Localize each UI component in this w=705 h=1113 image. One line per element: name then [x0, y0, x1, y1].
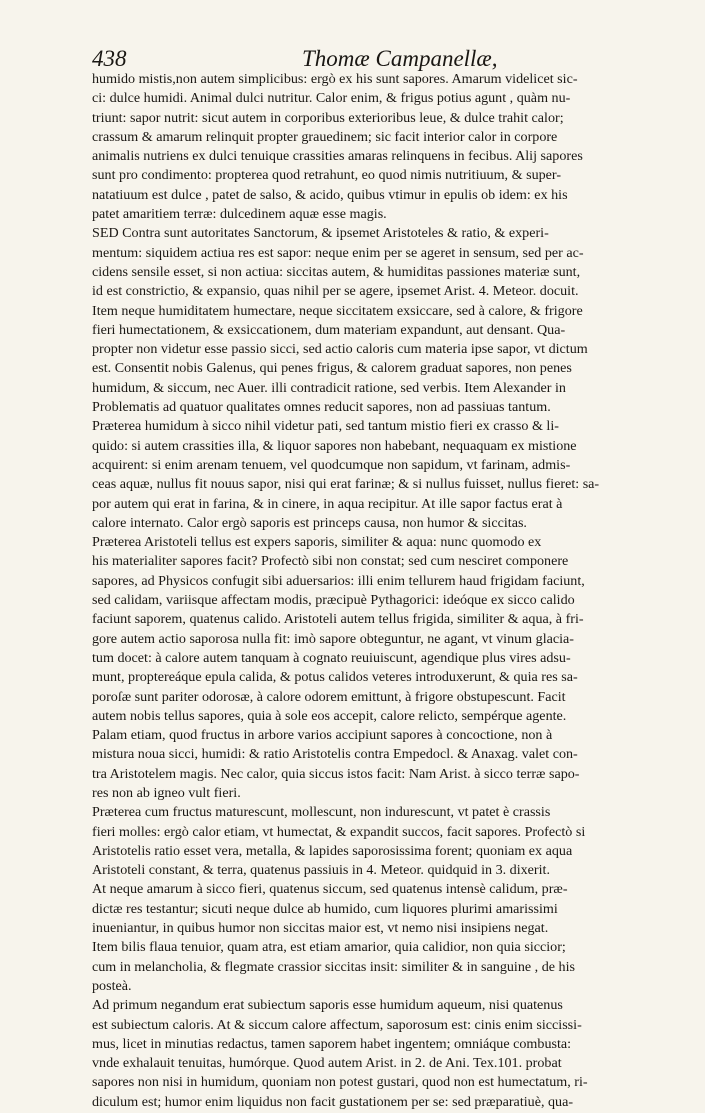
text-line: vnde exhalauit tenuitas, humórque. Quod autem Arist. in 2. de Ani. Tex.101. probat [92, 1055, 562, 1072]
text-line: crassum & amarum relinquit propter grauedinem; sic facit interior calor in corpore [92, 128, 558, 145]
text-line: autem nobis tellus sapores, quia à sole eos accepit, calore relicto, sempérque agente. [92, 707, 567, 724]
text-line: sunt pro condimento: propterea quod retrahunt, eo quod nimis nutritiuum, & super- [92, 167, 562, 184]
page-number: 438 [92, 46, 127, 71]
text-line: mentum: siquidem actiua res est sapor: neque enim per se ageret in sensum, sed per ac- [92, 244, 584, 261]
text-line: propter non videtur esse passio sicci, sed actio caloris cum materia ipse sapor, vt dictum [92, 341, 588, 358]
text-line: Problematis ad quatuor qualitates omnes reducit sapores, non ad passiuas tantum. [92, 399, 551, 416]
text-line: posteà. [92, 977, 132, 994]
page-header [92, 46, 655, 72]
text-line: Item bilis flaua tenuior, quam atra, est etiam amarior, quia calidior, non quia siccior; [92, 939, 566, 956]
text-line: id est constrictio, & expansio, quas nihil per se agere, ipsemet Arist. 4. Meteor. docuit. [92, 283, 579, 300]
text-line: est subiectum caloris. At & siccum calore affectum, saporosum est: cinis enim siccissi- [92, 1016, 582, 1033]
text-line: mus, licet in minutias redactus, tamen saporem habet ingentem; omniáque combusta: [92, 1035, 572, 1052]
text-line: humidum, & siccum, nec Auer. illi contradicit ratione, sed verbis. Item Alexander in [92, 379, 566, 396]
text-line: por autem qui erat in farina, & in cinere, in aqua recipitur. At ille sapor factus erat à [92, 495, 563, 512]
text-line: Præterea Aristoteli tellus est expers saporis, similiter & aqua: nunc quomodo ex [92, 534, 542, 551]
text-line: cum in melancholia, & flegmate crassior siccitas insit: similiter & in sanguine , de his [92, 958, 575, 975]
text-line: Præterea cum fructus maturescunt, mollescunt, non indurescunt, vt patet è crassis [92, 804, 551, 821]
text-line: animalis nutriens ex dulci tenuique crassities amaras relinquens in fecibus. Alij sapores [92, 148, 583, 165]
running-head: Thomæ Campanellæ, [302, 46, 498, 71]
text-line: sed calidam, variisque affectam modis, præcipuè Pythagorici: ideóque ex sicco calido [92, 592, 575, 609]
text-line: Aristotelis ratio esset vera, metalla, & lapides saporosissima forent; quoniam ex aqua [92, 842, 573, 859]
text-line: Ad primum negandum erat subiectum saporis esse humidum aqueum, nisi quatenus [92, 997, 563, 1014]
text-line: natatiuum est dulce , patet de salso, & acido, quibus vtimur in epulis ob idem: ex his [92, 186, 568, 203]
text-line: dictæ res testantur; sicuti neque dulce ab humido, cum liquores plurimi amarissimi [92, 900, 558, 917]
text-line: Aristoteli constant, & terra, quatenus passiuis in 4. Meteor. quidquid in 3. dixerit. [92, 862, 550, 879]
body-text [92, 70, 668, 1112]
text-line: Palam etiam, quod fructus in arbore varios accipiunt sapores à concoctione, non à [92, 727, 553, 744]
text-line: fieri molles: ergò calor etiam, vt humectat, & expandit succos, facit sapores. Profectò si [92, 823, 586, 840]
text-line: humido mistis,non autem simplicibus: ergò ex his sunt sapores. Amarum videlicet sic- [92, 71, 578, 87]
text-line: his materialiter sapores facit? Profectò sibi non constat; sed cum nesciret componere [92, 553, 569, 570]
text-line: cidens sensile esset, si non actiua: siccitas autem, & humiditas passiones materiæ sunt, [92, 263, 581, 280]
text-line: triunt: sapor nutrit: sicut autem in corporibus exterioribus leue, & dulce trahit calor; [92, 109, 564, 126]
text-line: gore autem actio saporosa nulla fit: imò sapore obteguntur, ne agant, vt vinum glacia- [92, 630, 575, 647]
text-line: Item neque humiditatem humectare, neque siccitatem exsiccare, sed à calore, & frigore [92, 302, 583, 319]
text-line: mistura noua sicci, humidi: & ratio Aristotelis contra Empedocl. & Anaxag. valet con- [92, 746, 578, 763]
text-line: faciunt saporem, quatenus calido. Aristoteli autem tellus frigida, similiter & aqua, à fri- [92, 611, 584, 628]
text-line: ceas aquæ, nullus fit nouus sapor, nisi qui erat farinæ; & si nullus fuisset, nullus fieret: sa- [92, 476, 600, 493]
text-line: sapores, ad Physicos confugit sibi aduersarios: illi enim tellurem haud frigidam faciunt, [92, 572, 585, 589]
text-line: res non ab igneo vult fieri. [92, 784, 241, 801]
text-line: At neque amarum à sicco fieri, quatenus siccum, sed quatenus intensè calidum, præ- [92, 881, 568, 898]
text-line: tum docet: à calore autem tanquam à cognato reuiuiscunt, agendique plus vires adsu- [92, 649, 571, 666]
text-line: est. Consentit nobis Galenus, qui penes frigus, & calorem graduat sapores, non penes [92, 360, 572, 377]
text-line: tra Aristotelem magis. Nec calor, quia siccus istos facit: Nam Arist. à sicco terræ sapo- [92, 765, 580, 782]
text-line: quido: si autem crassities illa, & liquor sapores non habebant, nequaquam ex mistione [92, 437, 577, 454]
text-line: acquirent: si enim arenam tenuem, vel quodcumque non sapidum, vt farinam, admis- [92, 456, 571, 473]
text-line: munt, proptereáque epula calida, & potus calidos veteres introduxerunt, & quia res sa- [92, 669, 578, 686]
text-line: calore internato. Calor ergò saporis est princeps causa, non humor & siccitas. [92, 514, 527, 531]
text-line: patet amaritiem terræ: dulcedinem aquæ esse magis. [92, 206, 387, 223]
text-line: SED Contra sunt autoritates Sanctorum, & ipsemet Aristoteles & ratio, & experi- [92, 225, 549, 242]
text-line: ci: dulce humidi. Animal dulci nutritur. Calor enim, & frigus potius agunt , quàm nu- [92, 90, 571, 107]
text-line: diculum est; humor enim liquidus non facit gustationem per se: sed præparatiuè, qua- [92, 1093, 574, 1110]
text-line: sapores non nisi in humidum, quoniam non potest gustari, quod non est humectatum, ri- [92, 1074, 588, 1091]
text-line: poroſæ sunt pariter odorosæ, à calore odorem emittunt, à frigore obstupescunt. Facit [92, 688, 566, 705]
text-line: inueniantur, in quibus humor non siccitas maior est, vt nemo nisi insipiens negat. [92, 920, 549, 937]
text-line: Præterea humidum à sicco nihil videtur pati, sed tantum mistio fieri ex crasso & li- [92, 418, 559, 435]
text-line: fieri humectationem, & exsiccationem, dum materiam expandunt, aut densant. Qua- [92, 321, 566, 338]
